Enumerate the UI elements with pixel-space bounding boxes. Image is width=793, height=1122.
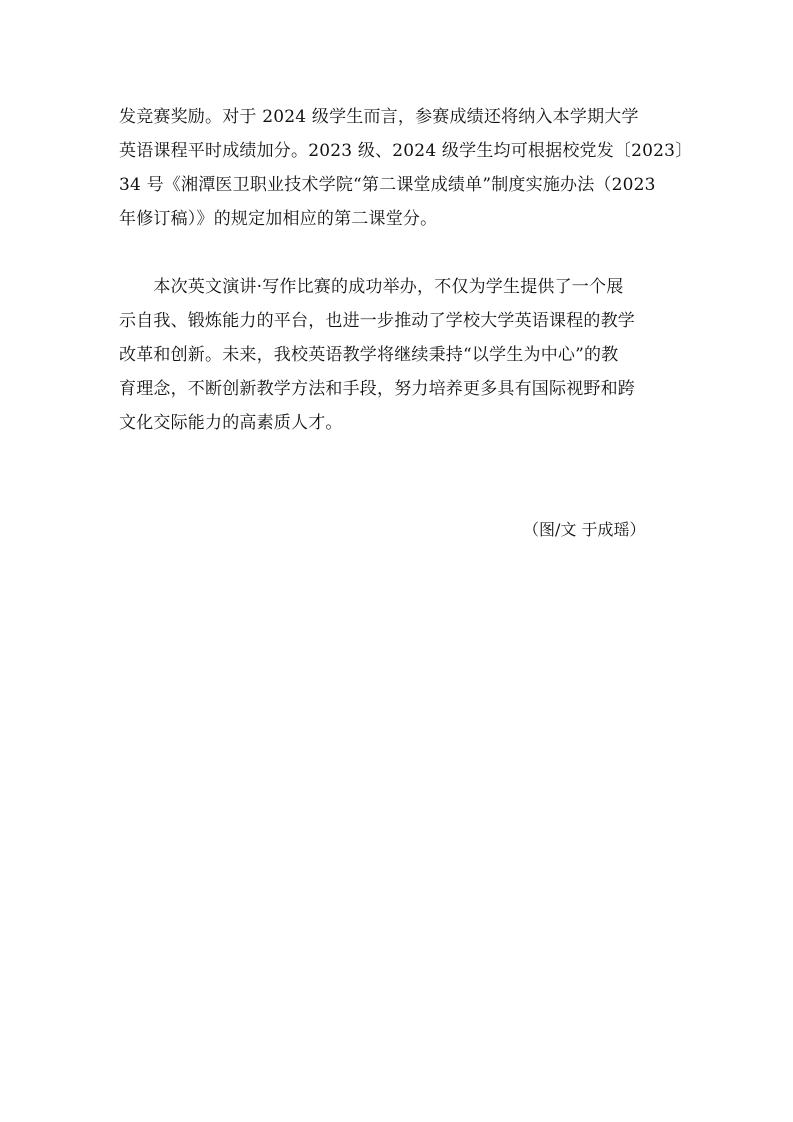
text-line: 本次英文演讲·写作比赛的成功举办，不仅为学生提供了一个展 — [119, 277, 624, 297]
text-line: 文化交际能力的高素质人才。 — [119, 413, 343, 433]
text-line: 英语课程平时成绩加分。2023 级、2024 级学生均可根据校党发〔2023〕 — [119, 141, 693, 161]
text-line: 示自我、锻炼能力的平台，也进一步推动了学校大学英语课程的教学 — [119, 311, 635, 331]
paragraph-conclusion — [119, 270, 679, 440]
text-line: 发竞赛奖励。对于 2024 级学生而言，参赛成绩还将纳入本学期大学 — [119, 107, 639, 127]
text-line: 育理念，不断创新教学方法和手段，努力培养更多具有国际视野和跨 — [119, 379, 635, 399]
text-line: 年修订稿）》的规定加相应的第二课堂分。 — [119, 209, 438, 229]
paragraph-awards — [119, 100, 693, 236]
author-byline: （图/文 于成瑶） — [523, 520, 646, 539]
text-line: 34 号《湘潭医卫职业技术学院“第二课堂成绩单”制度实施办法（2023 — [119, 175, 656, 195]
text-line: 改革和创新。未来，我校英语教学将继续秉持“以学生为中心”的教 — [119, 345, 619, 365]
